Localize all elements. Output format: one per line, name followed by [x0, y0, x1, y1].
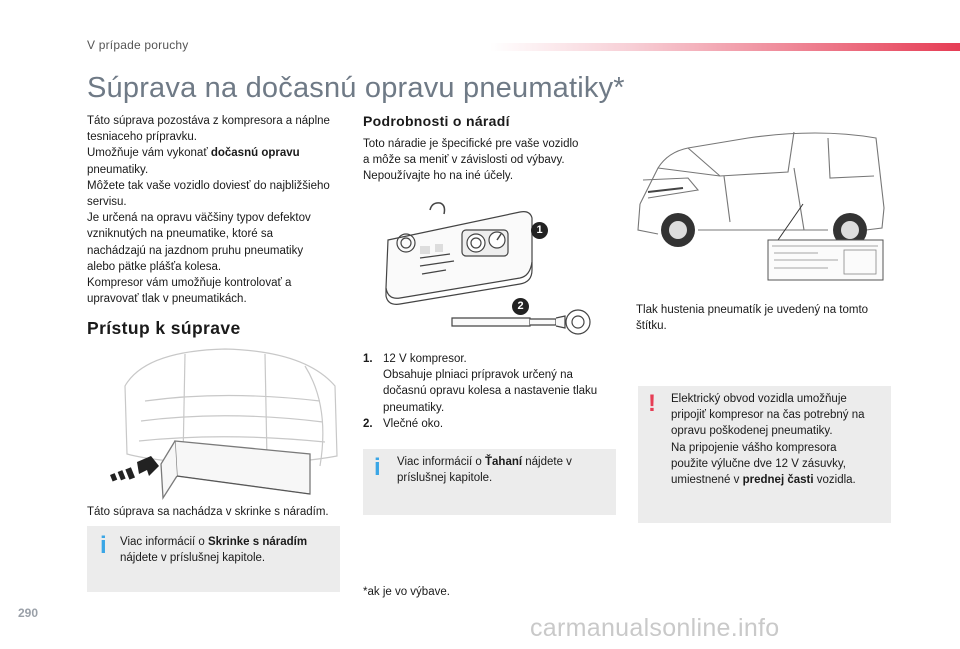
- intro-line: pneumatiky.: [87, 163, 149, 176]
- intro-line: Umožňuje vám vykonať dočasnú opravu: [87, 147, 300, 160]
- info-icon: i: [100, 532, 107, 559]
- tire-label-caption: Tlak hustenia pneumatík je uvedený na tomto štítku.: [636, 304, 869, 333]
- warning-icon: !: [648, 390, 656, 417]
- tools-intro: Toto náradie je špecifické pre vaše vozidlo a môže sa meniť v závislosti od výbavy. Nepoužívajte ho na iné účely.: [363, 138, 579, 183]
- list-item: 1. 12 V kompresor. Obsahuje plniaci prípravok určený na dočasnú opravu kolesa a nastavenie tlaku pneumatiky.: [363, 353, 598, 414]
- intro-line: Kompresor vám umožňuje kontrolovať a: [87, 277, 292, 290]
- warning-box: [638, 386, 891, 523]
- info-box-towing: [363, 449, 616, 515]
- van-tire-label-illustration: [628, 118, 890, 294]
- footnote: *ak je vo výbave.: [363, 586, 450, 598]
- tools-list: [363, 351, 618, 432]
- list-item: 2. Vlečné oko.: [363, 417, 444, 430]
- callout-badge-2: 2: [512, 298, 529, 315]
- intro-line: tesniaceho prípravku.: [87, 131, 197, 144]
- info-text: Viac informácií o Ťahaní nájdete v príslušnej kapitole.: [397, 456, 572, 485]
- seat-storage-illustration: [105, 346, 345, 502]
- seat-caption: Táto súprava sa nachádza v skrinke s náradím.: [87, 506, 329, 518]
- info-text: Viac informácií o Skrinke s náradím nájdete v príslušnej kapitole.: [120, 536, 308, 565]
- intro-line: nachádzajú na jazdnom pruhu pneumatiky: [87, 244, 304, 257]
- intro-line: Môžete tak vaše vozidlo doviesť do najbližšieho: [87, 179, 330, 192]
- page-title: Súprava na dočasnú opravu pneumatiky*: [87, 72, 625, 104]
- page-number: 290: [18, 606, 39, 620]
- intro-line: vzniknutých na pneumatike, ktoré sa: [87, 228, 274, 241]
- callout-badge-1: 1: [531, 222, 548, 239]
- info-box-toolbox: [87, 526, 340, 592]
- info-icon: i: [374, 454, 381, 481]
- warning-text: Elektrický obvod vozidla umožňuje pripojiť kompresor na čas potrebný na opravu poškodenej pneumatiky. Na pripojenie vášho kompresora použite výlučne dve 12 V zásuvky, umiestnené v prednej časti vozidla.: [671, 393, 865, 487]
- intro-line: Táto súprava pozostáva z kompresora a náplne: [87, 115, 330, 127]
- intro-line: alebo pätke plášťa kolesa.: [87, 260, 222, 273]
- intro-paragraph: [87, 113, 347, 307]
- site-watermark: carmanualsonline.info: [530, 614, 780, 642]
- access-heading: Prístup k súprave: [87, 318, 241, 338]
- tools-heading: Podrobnosti o náradí: [363, 113, 510, 129]
- intro-line: Je určená na opravu väčšiny typov defektov: [87, 212, 311, 225]
- section-label: V prípade poruchy: [87, 38, 189, 52]
- tool-kit-illustration: [380, 200, 600, 340]
- intro-line: upravovať tlak v pneumatikách.: [87, 293, 247, 306]
- header-accent-bar: [490, 43, 960, 51]
- intro-line: servisu.: [87, 196, 127, 209]
